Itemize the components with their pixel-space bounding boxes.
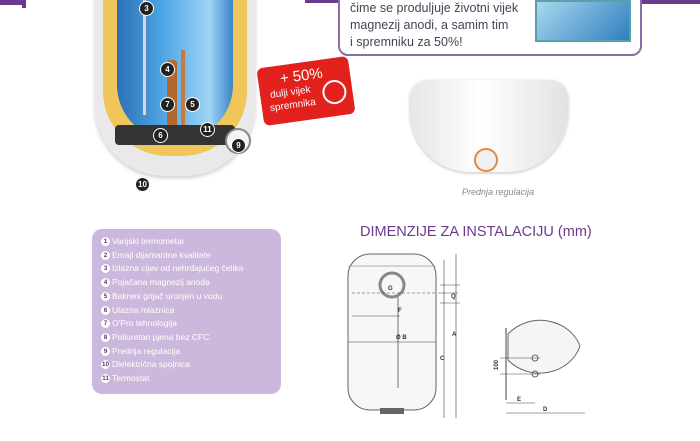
callout-number: 6 [153,128,168,143]
dim-label-d: D [543,407,548,413]
callout-number: 5 [185,97,200,112]
legend-label: Prednja regulacija [112,345,181,356]
legend-number: 5 [101,292,110,301]
legend-item [101,277,210,287]
legend-item [101,373,149,383]
callout-number: 4 [160,62,175,77]
top-right-accent [636,0,700,4]
legend-item [101,236,185,246]
top-left-accent-vertical [22,0,26,8]
legend-label: Vanjski termometar [112,236,185,246]
legend-label: Poliuretan pjena bez CFC [112,331,210,342]
legend-item [101,318,177,328]
legend-label: Izlazna cijev od nehrđajućeg čelika [112,263,244,274]
dim-label-f: F [398,308,402,314]
legend-label: Emajl dijamantne kvalitete [112,249,211,260]
legend-item [101,346,180,356]
legend-label: Dielektrična spojnica [112,359,190,370]
callout-line-1: čime se produljuje životni vijek [350,1,519,15]
legend-number: 8 [101,333,110,342]
heater-base [115,125,235,145]
legend-item [101,263,243,273]
front-knob-icon [474,148,498,172]
legend-number: 7 [101,319,110,328]
dimensions-title: DIMENZIJE ZA INSTALACIJU (mm) [360,224,592,240]
legend-item [101,305,174,315]
legend-item [101,291,222,301]
legend-item [101,332,209,342]
dim-label-q: Q [451,294,456,300]
badge-percent: + 50% [278,64,324,88]
callout-number: 10 [135,177,150,192]
dim-label-a: A [452,332,457,338]
legend-item [101,359,190,369]
legend-label: Bakreni grijač uronjen u vodu [112,290,223,301]
callout-line-2: magnezij anodi, a samim tim [350,18,509,32]
legend-label: Pojačana magnezij anoda [112,277,210,288]
dim-label-g: G [388,286,393,292]
badge-line-1: dulji vijek [269,84,312,101]
lifetime-badge [256,56,355,126]
dimensions-drawing [340,248,590,428]
dim-label-e: E [517,397,522,403]
legend-number: 9 [101,347,110,356]
legend-label: Termostat [112,373,150,383]
legend-number: 6 [101,306,110,315]
callout-number: 3 [139,1,154,16]
legend-number: 3 [101,264,110,273]
dim-label-100: 100 [494,359,500,370]
clock-icon [321,79,348,106]
dim-label-b: Ø B [396,335,407,341]
legend-item [101,250,211,260]
front-regulation-caption: Prednja regulacija [462,187,535,197]
legend-label: Ulazna mlaznica [112,304,175,315]
callout-text [350,0,550,51]
legend-number: 2 [101,251,110,260]
anode-photo [535,0,631,42]
legend-label: O'Pro tehnologija [112,318,177,329]
badge-line-2: spremnika [269,96,317,115]
outlet-pipe [143,0,146,115]
callout-number: 7 [160,97,175,112]
callout-line-3: i spremniku za 50%! [350,35,463,49]
legend-number: 1 [101,237,110,246]
legend-number: 4 [101,278,110,287]
legend-number: 10 [101,361,110,369]
legend-number: 11 [102,375,109,382]
anode-rod [181,50,185,130]
dim-label-c: C [440,356,445,362]
callout-number: 9 [231,138,246,153]
callout-number: 11 [200,122,215,137]
